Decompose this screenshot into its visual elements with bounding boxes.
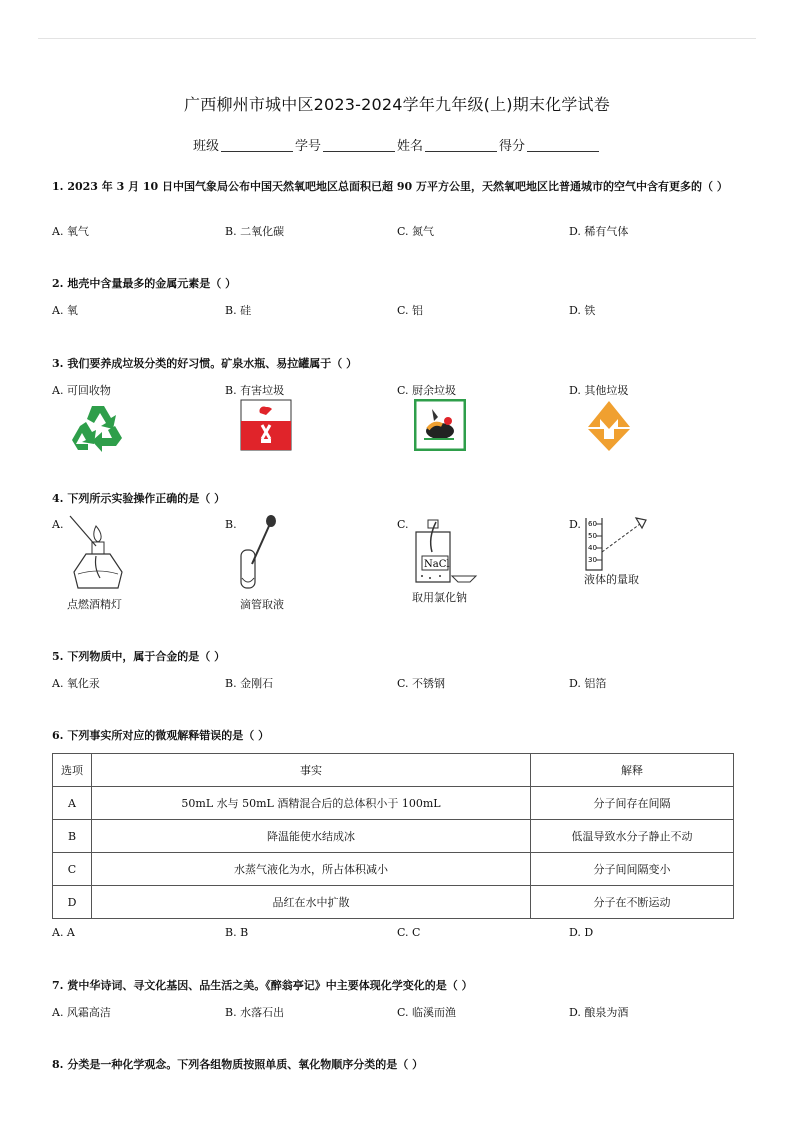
row-d-explanation: 分子在不断运动 [531, 886, 734, 919]
question-6 [52, 727, 742, 745]
q3-option-b[interactable]: B. 有害垃圾 [225, 384, 285, 397]
recycle-icon [68, 402, 128, 454]
q4-option-b[interactable]: B. [225, 518, 237, 531]
top-rule [38, 38, 756, 39]
q4-b-caption: 滴管取液 [240, 598, 284, 611]
q7-option-d[interactable]: D. 酿泉为酒 [569, 1006, 629, 1019]
question-3-stem: 3. 我们要养成垃圾分类的好习惯。矿泉水瓶、易拉罐属于（ ） [52, 357, 358, 370]
row-d-fact: 品红在水中扩散 [92, 886, 531, 919]
question-1-options [52, 223, 742, 239]
class-blank[interactable] [221, 139, 293, 152]
facts-table [52, 753, 734, 919]
q1-option-b[interactable]: B. 二氧化碳 [225, 225, 285, 238]
reagent-bottle-icon [410, 518, 480, 586]
header-explanation: 解释 [531, 754, 734, 787]
table-row [53, 820, 734, 853]
question-7-options [52, 1004, 742, 1020]
q2-option-d[interactable]: D. 铁 [569, 304, 596, 317]
q3-option-d[interactable]: D. 其他垃圾 [569, 384, 629, 397]
q5-option-d[interactable]: D. 铝箔 [569, 677, 607, 690]
student-info-line [0, 135, 794, 154]
row-c-fact: 水蒸气液化为水，所占体积减小 [92, 853, 531, 886]
q4-a-caption: 点燃酒精灯 [67, 598, 122, 611]
question-5-stem: 5. 下列物质中，属于合金的是（ ） [52, 650, 226, 663]
q4-c-caption: 取用氯化钠 [412, 591, 467, 604]
number-label: 学号 [294, 139, 321, 154]
q4-option-d[interactable]: D. [569, 518, 581, 531]
row-b-option: B [53, 820, 92, 853]
alcohol-lamp-icon [66, 512, 130, 596]
header-option: 选项 [53, 754, 92, 787]
row-b-fact: 降温能使水结成冰 [92, 820, 531, 853]
q6-option-b[interactable]: B. B [225, 926, 249, 939]
question-3 [52, 355, 742, 373]
question-6-options [52, 926, 742, 942]
q6-option-d[interactable]: D. D [569, 926, 594, 939]
question-7-stem: 7. 赏中华诗词、寻文化基因、品生活之美。《醉翁亭记》中主要体现化学变化的是（ ） [52, 979, 473, 992]
score-label: 得分 [499, 139, 526, 154]
q5-option-c[interactable]: C. 不锈钢 [397, 677, 446, 690]
other-waste-icon [584, 399, 634, 453]
q6-option-c[interactable]: C. C [397, 926, 421, 939]
question-5-options [52, 675, 742, 691]
question-2-stem: 2. 地壳中含量最多的金属元素是（ ） [52, 277, 237, 290]
nacl-label: NaCl [424, 559, 450, 570]
row-c-explanation: 分子间间隔变小 [531, 853, 734, 886]
kitchen-waste-icon [414, 399, 466, 451]
question-3-options [52, 382, 742, 398]
table-row [53, 853, 734, 886]
row-d-option: D [53, 886, 92, 919]
question-1 [52, 178, 742, 196]
q1-option-d[interactable]: D. 稀有气体 [569, 225, 629, 238]
q5-option-a[interactable]: A. 氧化汞 [52, 677, 100, 690]
q4-option-c[interactable]: C. [397, 518, 409, 531]
scale-40: 40 [588, 544, 597, 552]
q5-option-b[interactable]: B. 金刚石 [225, 677, 274, 690]
q2-option-a[interactable]: A. 氧 [52, 304, 78, 317]
table-row [53, 787, 734, 820]
name-blank[interactable] [425, 139, 497, 152]
row-c-option: C [53, 853, 92, 886]
measuring-cylinder-icon [582, 512, 652, 572]
row-a-fact: 50mL 水与 50mL 酒精混合后的总体积小于 100mL [92, 787, 531, 820]
q7-option-a[interactable]: A. 风霜高洁 [52, 1006, 111, 1019]
question-1-stem: 1. 2023 年 3 月 10 日中国气象局公布中国天然氧吧地区总面积已超 90 万平方公里，天然氧吧地区比普通城市的空气中含有更多的（ ） [52, 180, 728, 193]
class-label: 班级 [192, 139, 219, 154]
hazard-waste-icon [240, 399, 292, 451]
question-4-stem: 4. 下列所示实验操作正确的是（ ） [52, 492, 226, 505]
q2-option-b[interactable]: B. 硅 [225, 304, 252, 317]
row-a-explanation: 分子间存在间隔 [531, 787, 734, 820]
question-2 [52, 275, 742, 293]
table-row [53, 886, 734, 919]
q1-option-c[interactable]: C. 氮气 [397, 225, 435, 238]
scale-60: 60 [588, 520, 597, 528]
scale-50: 50 [588, 532, 597, 540]
q6-option-a[interactable]: A. A [52, 926, 75, 939]
row-a-option: A [53, 787, 92, 820]
row-b-explanation: 低温导致水分子静止不动 [531, 820, 734, 853]
question-8 [52, 1056, 742, 1074]
name-label: 姓名 [397, 139, 424, 154]
scale-30: 30 [588, 556, 597, 564]
score-blank[interactable] [527, 139, 599, 152]
table-header-row [53, 754, 734, 787]
question-6-stem: 6. 下列事实所对应的微观解释错误的是（ ） [52, 729, 270, 742]
number-blank[interactable] [323, 139, 395, 152]
question-7 [52, 977, 742, 995]
dropper-icon [238, 512, 278, 592]
q4-d-caption: 液体的量取 [584, 573, 639, 586]
q7-option-c[interactable]: C. 临溪而渔 [397, 1006, 457, 1019]
page-title: 广西柳州市城中区2023-2024学年九年级(上)期末化学试卷 [184, 95, 610, 114]
q7-option-b[interactable]: B. 水落石出 [225, 1006, 285, 1019]
question-4 [52, 490, 742, 508]
header-fact: 事实 [92, 754, 531, 787]
question-5 [52, 648, 742, 666]
q4-option-a[interactable]: A. [52, 518, 64, 531]
q3-option-a[interactable]: A. 可回收物 [52, 384, 111, 397]
q3-option-c[interactable]: C. 厨余垃圾 [397, 384, 457, 397]
q1-option-a[interactable]: A. 氧气 [52, 225, 89, 238]
q2-option-c[interactable]: C. 铝 [397, 304, 424, 317]
question-8-stem: 8. 分类是一种化学观念。下列各组物质按照单质、氧化物顺序分类的是（ ） [52, 1058, 424, 1071]
question-2-options [52, 302, 742, 318]
